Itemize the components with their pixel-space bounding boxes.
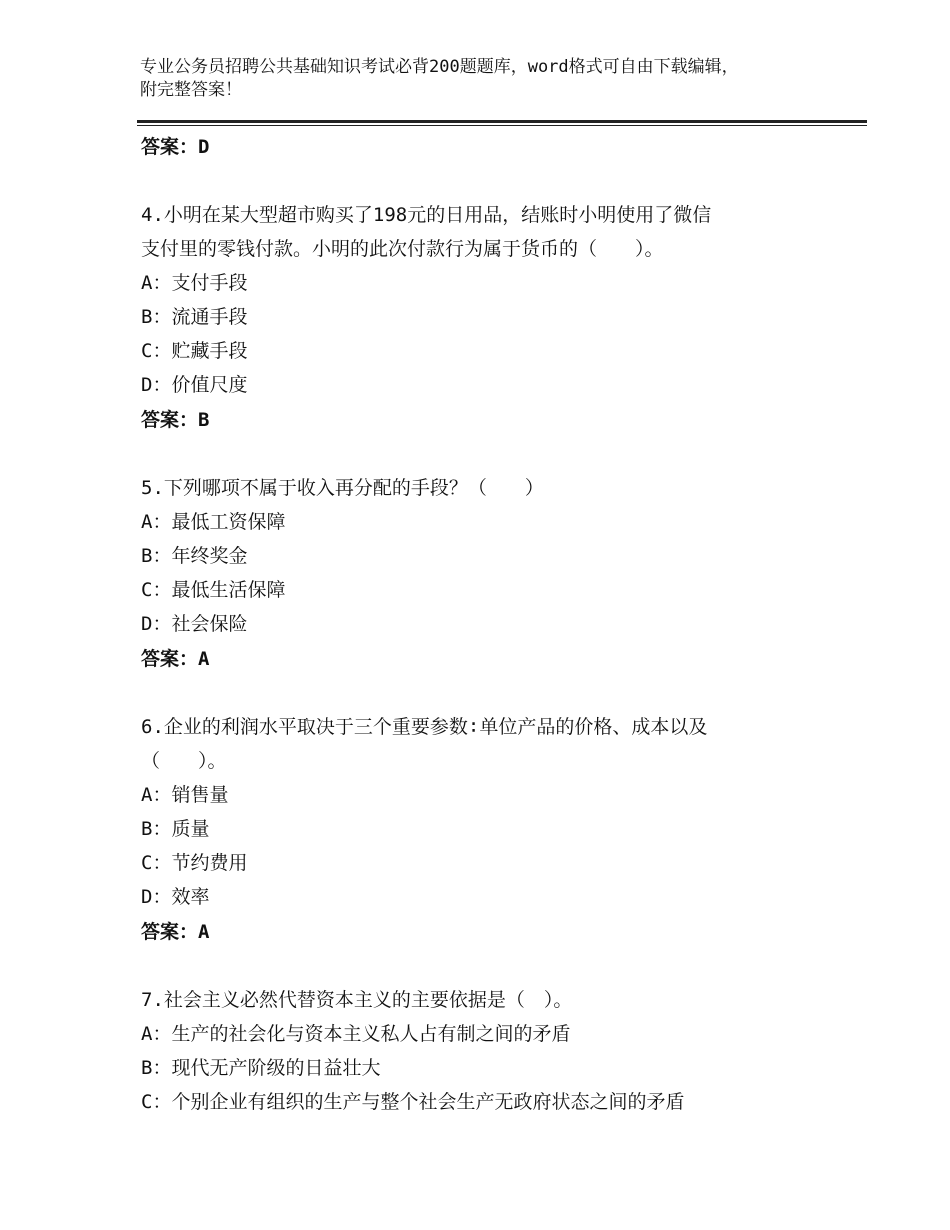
document-header: [140, 56, 840, 102]
q7-option-a: A：生产的社会化与资本主义私人占有制之间的矛盾: [141, 1023, 571, 1045]
q7-option-c: C：个别企业有组织的生产与整个社会生产无政府状态之间的矛盾: [141, 1091, 685, 1113]
q4-stem-line-2: 支付里的零钱付款。小明的此次付款行为属于货币的（ ）。: [141, 238, 664, 260]
q4-option-c: C：贮藏手段: [141, 340, 248, 362]
header-rule-thick: [137, 120, 867, 123]
header-rule-thin: [137, 125, 867, 126]
q6-option-b: B：质量: [141, 818, 210, 840]
q4-option-b: B：流通手段: [141, 306, 248, 328]
q4-stem-line-1: 4.小明在某大型超市购买了198元的日用品，结账时小明使用了微信: [141, 204, 712, 226]
q4-option-a: A：支付手段: [141, 272, 248, 294]
q7-option-b: B：现代无产阶级的日益壮大: [141, 1057, 381, 1079]
q5-answer: 答案：A: [141, 648, 210, 670]
q4-answer: 答案：B: [141, 409, 210, 431]
q6-answer: 答案：A: [141, 921, 210, 943]
q6-stem-line-2: （ ）。: [141, 750, 227, 772]
q6-option-c: C：节约费用: [141, 852, 248, 874]
q5-option-c: C：最低生活保障: [141, 579, 286, 601]
q5-option-d: D：社会保险: [141, 613, 248, 635]
q7-stem-line-1: 7.社会主义必然代替资本主义的主要依据是（ ）。: [141, 989, 573, 1011]
header-line-1: 专业公务员招聘公共基础知识考试必背200题题库，word格式可自由下载编辑，: [140, 57, 739, 77]
header-line-2: 附完整答案！: [140, 80, 242, 100]
q5-stem-line-1: 5.下列哪项不属于收入再分配的手段？（ ）: [141, 477, 544, 499]
q3-answer: 答案：D: [141, 136, 210, 158]
q5-option-a: A：最低工资保障: [141, 511, 286, 533]
q6-option-d: D：效率: [141, 886, 210, 908]
q5-option-b: B：年终奖金: [141, 545, 248, 567]
q6-option-a: A：销售量: [141, 784, 229, 806]
q4-option-d: D：价值尺度: [141, 374, 248, 396]
q6-stem-line-1: 6.企业的利润水平取决于三个重要参数∶单位产品的价格、成本以及: [141, 716, 708, 738]
